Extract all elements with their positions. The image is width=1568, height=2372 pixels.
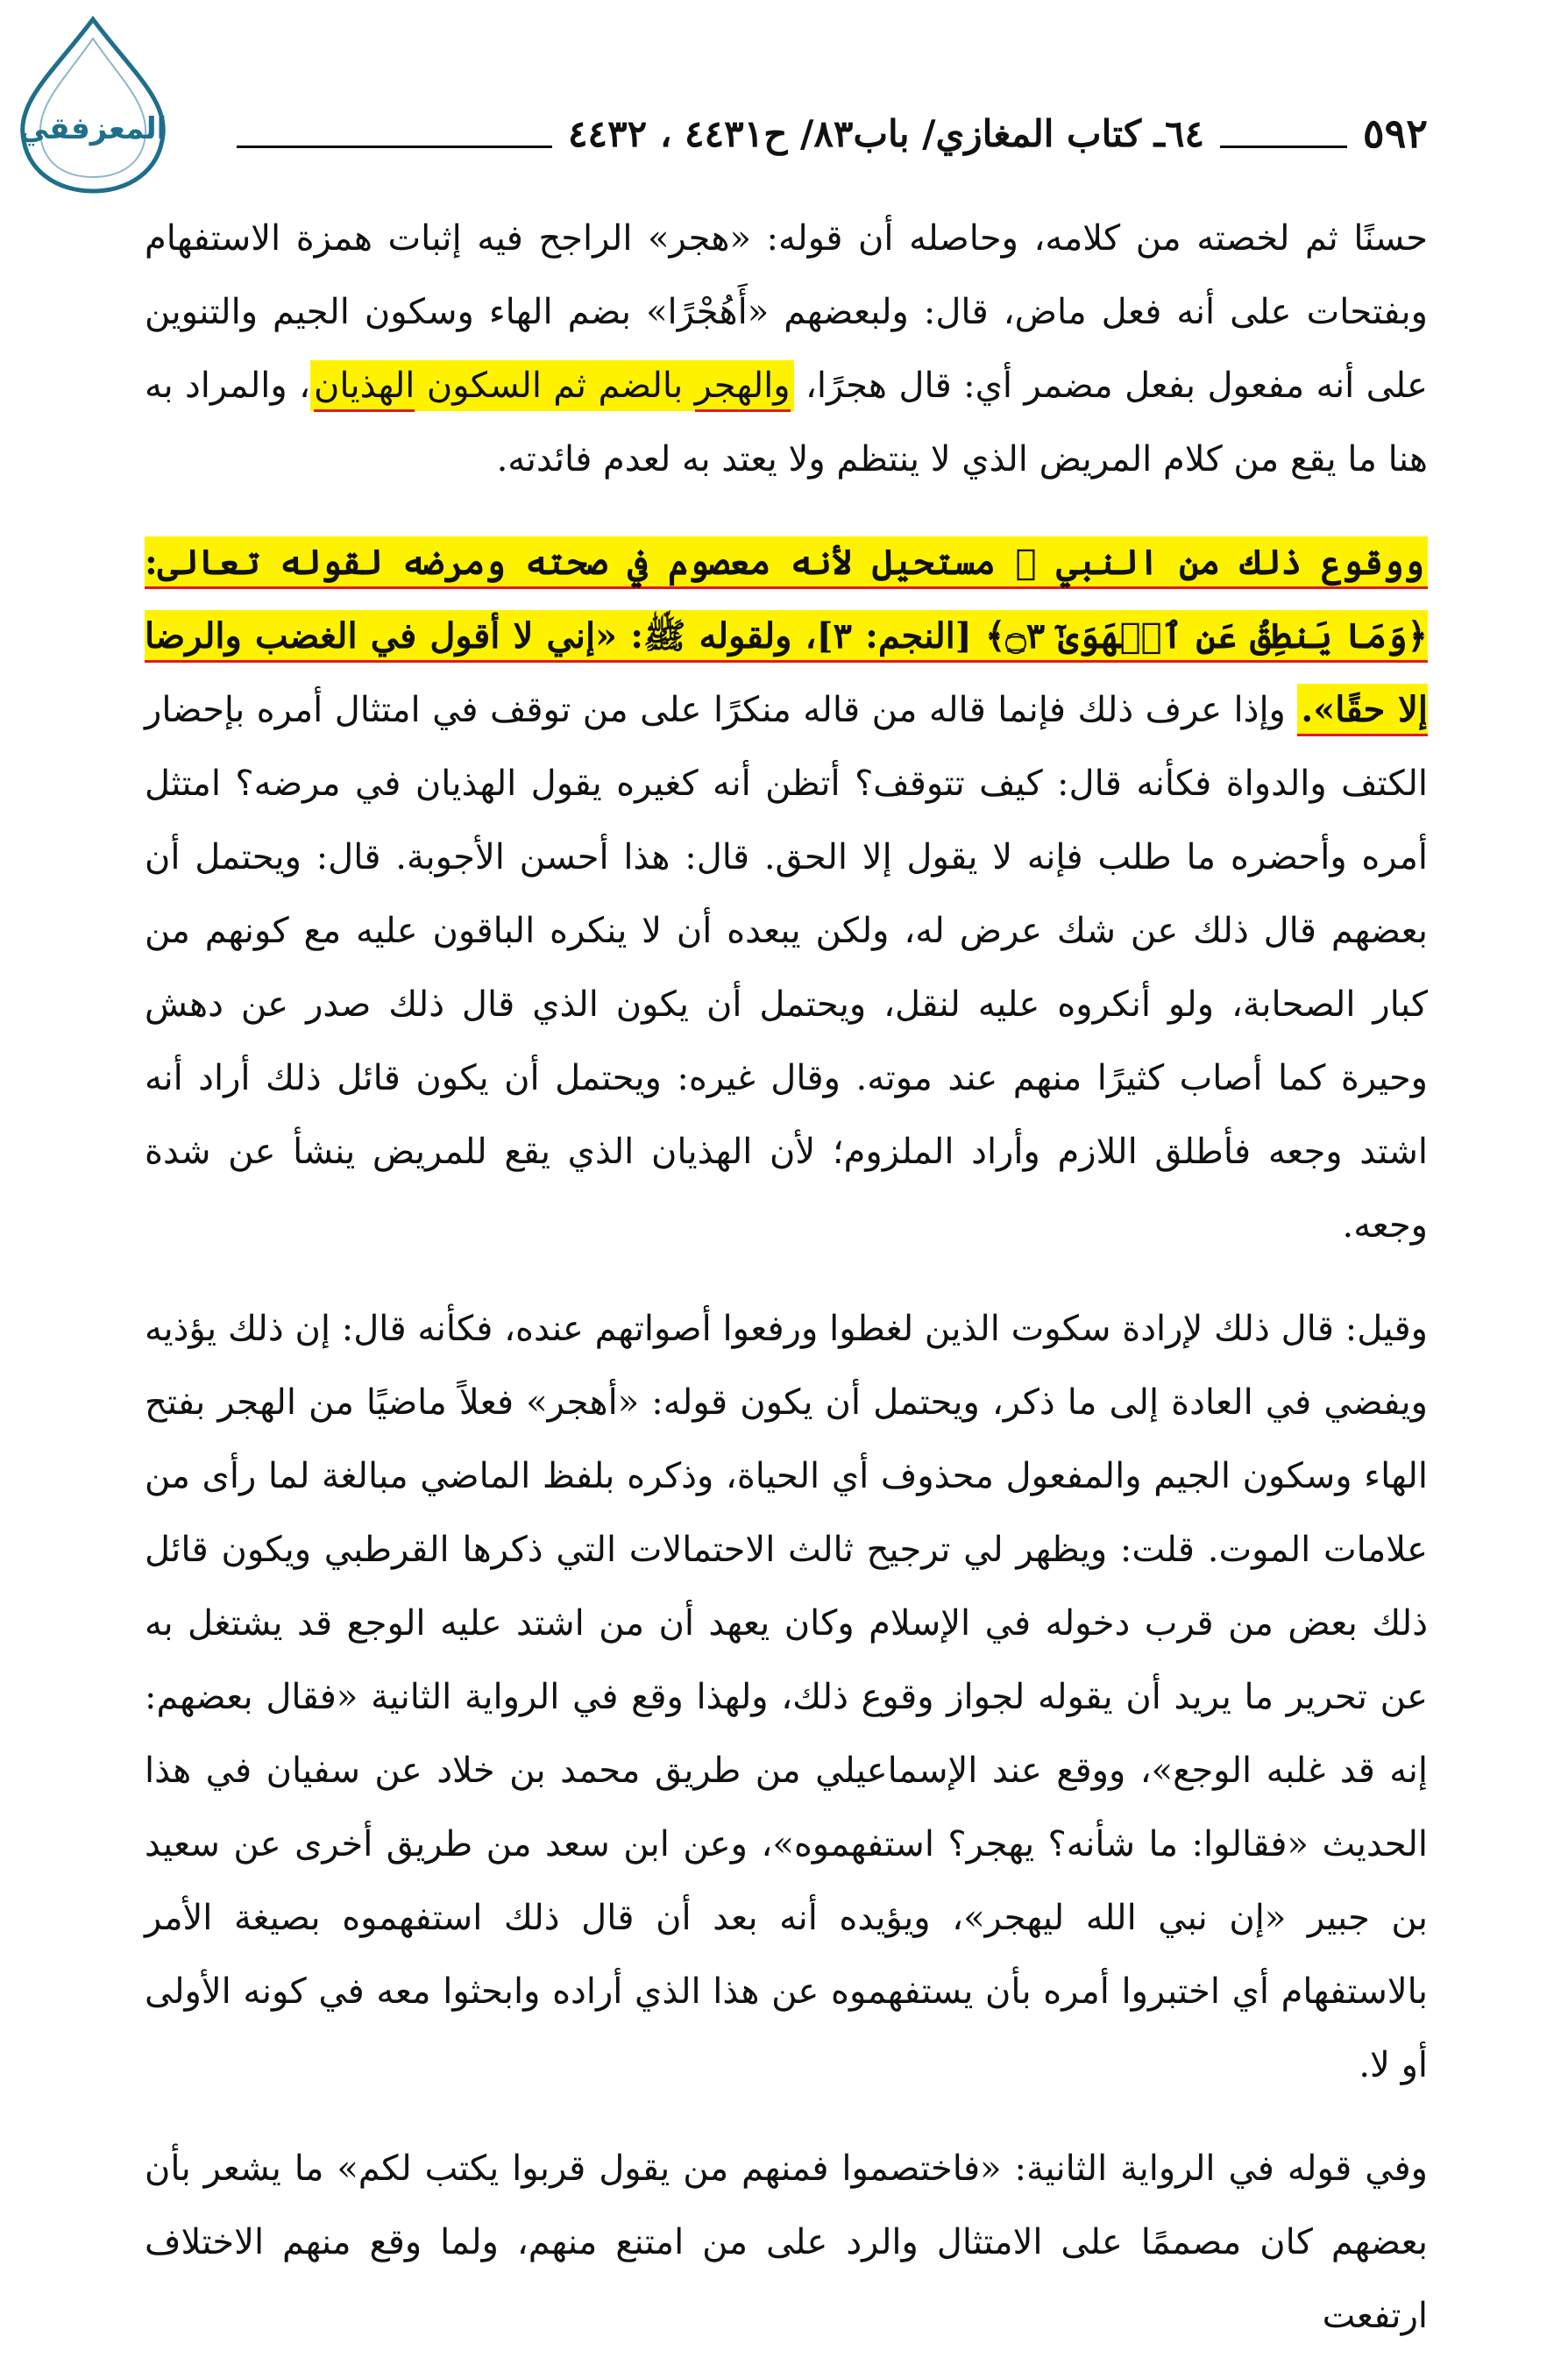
paragraph-4: وفي قوله في الرواية الثانية: «فاختصموا فمنهم من يقول قربوا يكتب لكم» ما يشعر بأن بعضهم كان مصممًا على الامتثال والرد على من امتنع منهم، ولما وقع منهم الاختلاف ارتفعت <box>145 2148 1428 2336</box>
page-number: ٥٩٢ <box>1362 110 1428 157</box>
underlined-word-hajr: والهجر <box>695 366 791 412</box>
header-rule-right <box>1220 119 1347 148</box>
running-title: ٦٤ـ كتاب المغازي/ باب٨٣/ ح٤٤٣١ ، ٤٤٣٢ <box>568 111 1205 155</box>
paragraph-1-rest: ، والمراد به هنا ما يقع من كلام المريض الذي لا ينتظم ولا يعتد به لعدم فائدته. <box>145 366 1428 479</box>
paragraph-1-text: حسنًا ثم لخصته من كلامه، وحاصله أن قوله: «هجر» الراجح فيه إثبات همزة الاستفهام وبفتحات على أنه فعل ماض، قال: ولبعضهم «أَهُجْرًا» بضم الهاء وسكون الجيم والتنوين على أنه مفعول بفعل مضمر أي: قال هجرًا، <box>145 218 1429 406</box>
highlight-quran-hadith: ووقوع ذلك من النبي ﷺ مستحيل لأنه معصوم في صحته ومرضه لقوله تعالى: ﴿وَمَا يَنطِقُ عَنِ ٱلۡهَوَىٰٓ ۝٣﴾ [النجم: ٣]، ولقوله ﷺ: «إني لا أقول في الغضب والرضا إلا حقًا». <box>145 536 1428 736</box>
paragraph-1 <box>145 202 1428 496</box>
header-rule-left <box>237 119 552 148</box>
page-body <box>145 202 1428 2372</box>
paragraph-2-text: وإذا عرف ذلك فإنما قاله من قاله منكرًا على من توقف في امتثال أمره بإحضار الكتف والدواة فكأنه قال: كيف تتوقف؟ أتظن أنه كغيره يقول الهذيان في مرضه؟ امتثل أمره وأحضره ما طلب فإنه لا يقول إلا الحق. قال: هذا أحسن الأجوبة. قال: ويحتمل أن بعضهم قال ذلك عن شك عرض له، ولكن يبعده أن لا ينكره الباقون عليه مع كونهم من كبار الصحابة، ولو أنكروه عليه لنقل، ويحتمل أن يكون الذي قال ذلك صدر عن دهش وحيرة كما أصاب كثيرًا منهم عند موته. وقال غيره: ويحتمل أن يكون قائل ذلك أراد أنه اشتد وجعه فأطلق اللازم وأراد الملزوم؛ لأن الهذيان الذي يقع للمريض ينشأ عن شدة وجعه. <box>145 690 1428 1246</box>
paragraph-3: وقيل: قال ذلك لإرادة سكوت الذين لغطوا ورفعوا أصواتهم عنده، فكأنه قال: إن ذلك يؤذيه ويفضي في العادة إلى ما ذكر، ويحتمل أن يكون قوله: «أهجر» فعلاً ماضيًا من الهجر بفتح الهاء وسكون الجيم والمفعول محذوف أي الحياة، وذكره بلفظ الماضي مبالغة لما رأى من علامات الموت. قلت: ويظهر لي ترجيح ثالث الاحتمالات التي ذكرها القرطبي ويكون قائل ذلك بعض من قرب دخوله في الإسلام وكان يعهد أن من اشتد عليه الوجع قد يشتغل به عن تحرير ما يريد أن يقوله لجواز وقوع ذلك، ولهذا وقع في الرواية الثانية «فقال بعضهم: إنه قد غلبه الوجع»، ووقع عند الإسماعيلي من طريق محمد بن خلاد عن سفيان في هذا الحديث «فقالوا: ما شأنه؟ يهجر؟ استفهموه»، وعن ابن سعد من طريق أخرى عن سعيد بن جبير «إن نبي الله ليهجر»، ويؤيده أنه بعد أن قال ذلك استفهموه بصيغة الأمر بالاستفهام أي اختبروا أمره بأن يستفهموه عن هذا الذي أراده وابحثوا معه في كونه الأولى أو لا. <box>145 1309 1429 2085</box>
underlined-word-hadhayan: الهذيان <box>314 366 415 412</box>
paragraph-2 <box>145 526 1428 1262</box>
running-header <box>237 98 1428 168</box>
logo-drop-shape <box>23 19 164 191</box>
site-logo <box>4 16 183 195</box>
logo-inner-stroke <box>40 39 145 177</box>
highlight-definition-middle: بالضم ثم السكون <box>426 366 684 406</box>
logo-text: المعزفقي <box>18 111 167 146</box>
highlight-definition <box>310 360 794 411</box>
